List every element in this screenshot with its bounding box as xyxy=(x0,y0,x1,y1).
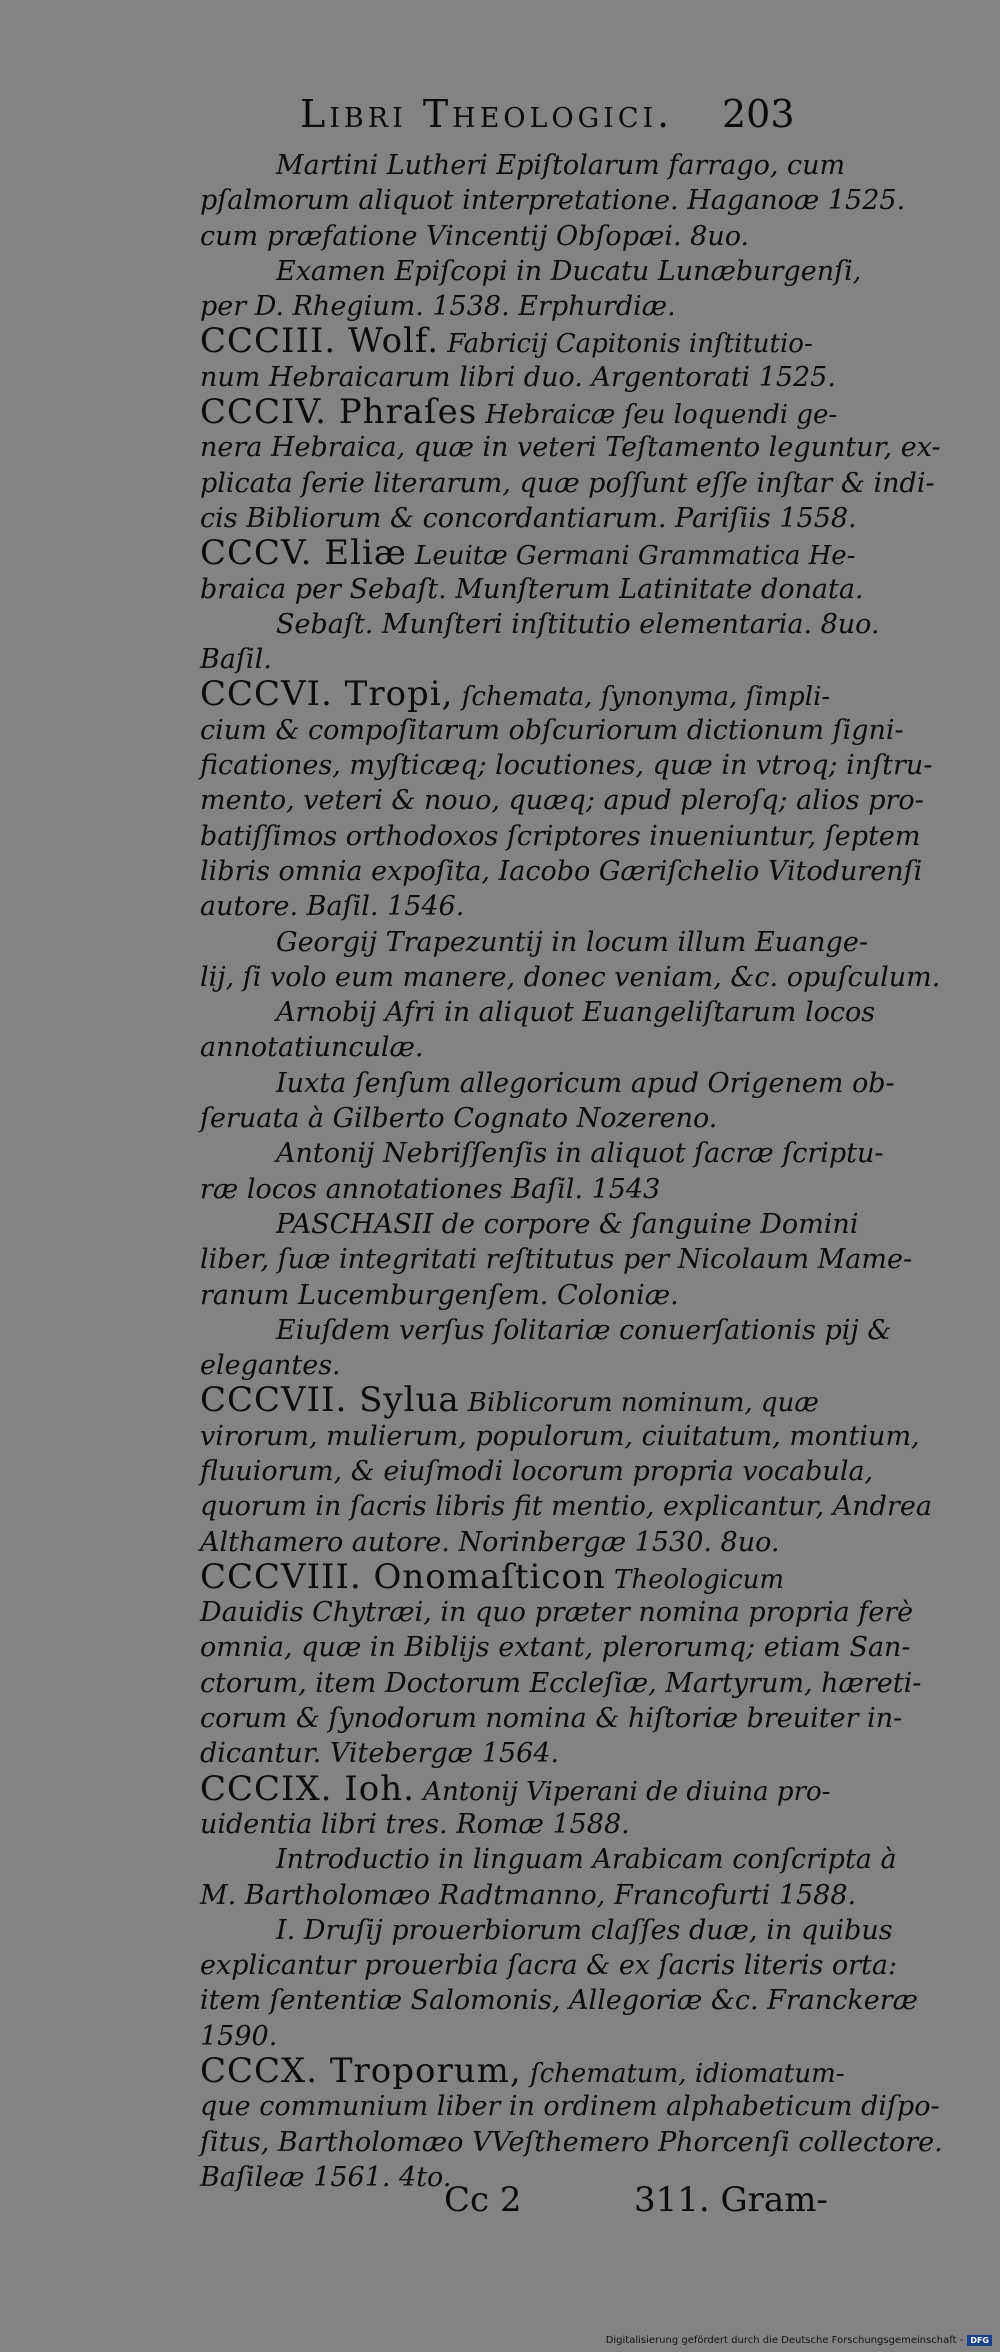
text-line: elegantes. xyxy=(200,1350,341,1382)
entry-first-line: PASCHASII de corpore & ſanguine Domini xyxy=(276,1208,859,1240)
entry-first-line: Examen Epiſcopi in Ducatu Lunæburgenſi, xyxy=(276,255,862,287)
entry-number: CCCV. Eliæ xyxy=(200,533,407,574)
text-line: M. Bartholomæo Radtmanno, Francofurti 1588. xyxy=(200,1879,857,1911)
catchword: 311. Gram- xyxy=(634,2180,828,2220)
signature-mark: Cc 2 xyxy=(444,2180,522,2220)
entry-title-text: Biblicorum nominum, quæ xyxy=(459,1388,819,1419)
entry-first-line: Antonij Nebriſſenſis in aliquot ſacræ ſcriptu- xyxy=(276,1138,884,1170)
entry-heading-line xyxy=(200,2051,845,2092)
text-line: dicantur. Vitebergæ 1564. xyxy=(200,1738,560,1770)
entry-title-text: Theologicum xyxy=(605,1564,785,1595)
text-line: autore. Baſil. 1546. xyxy=(200,891,465,923)
entry-title-text: ſchematum, idiomatum- xyxy=(521,2059,845,2090)
page-header xyxy=(0,92,1000,152)
entry-number: CCCIV. Phraſes xyxy=(200,392,478,433)
digitization-text: Digitalisierung gefördert durch die Deutsche Forschungsgemeinschaft - xyxy=(605,2335,964,2346)
text-line: cium & compoſitarum obſcuriorum dictionum ſigni- xyxy=(200,714,904,746)
entry-first-line: Martini Lutheri Epiſtolarum farrago, cum xyxy=(276,150,846,181)
entry-heading-line xyxy=(200,1380,819,1421)
running-head: Libri Theologici. xyxy=(300,92,674,136)
text-line: Althamero autore. Norinbergæ 1530. 8uo. xyxy=(200,1526,780,1558)
text-line: cis Bibliorum & concordantiarum. Pariſiis 1558. xyxy=(200,502,857,534)
text-line: ficationes, myſticæq; locutiones, quæ in vtroq; inſtru- xyxy=(200,750,933,782)
text-line: virorum, mulierum, populorum, ciuitatum, montium, xyxy=(200,1420,920,1452)
entry-number: CCCVII. Sylua xyxy=(200,1380,460,1421)
text-line: ſitus, Bartholomæo VVeſthemero Phorcenſi collectore. xyxy=(200,2126,943,2158)
entry-title-text: ſchemata, ſynonyma, ſimpli- xyxy=(453,682,831,713)
entry-heading-line xyxy=(200,1768,831,1809)
text-line: ræ locos annotationes Baſil. 1543 xyxy=(200,1173,661,1205)
text-line: pſalmorum aliquot interpretatione. Haganoæ 1525. xyxy=(200,185,906,217)
entry-title-text: Antonij Viperani de diuina pro- xyxy=(414,1776,831,1807)
text-line: corum & ſynodorum nomina & hiſtoriæ breuiter in- xyxy=(200,1703,903,1735)
text-line: omnia, quæ in Biblijs extant, plerorumq; etiam San- xyxy=(200,1632,911,1664)
entry-first-line: Georgij Trapezuntij in locum illum Euange- xyxy=(276,926,868,958)
page-footer xyxy=(0,2180,1000,2240)
text-line: explicantur prouerbia ſacra & ex ſacris literis orta: xyxy=(200,1950,898,1982)
dfg-logo: DFG xyxy=(967,2335,992,2346)
entry-first-line: Introductio in linguam Arabicam conſcripta à xyxy=(276,1844,897,1876)
text-line: libris omnia expoſita, Iacobo Gæriſchelio Vitodurenſi xyxy=(200,855,923,887)
text-line: ctorum, item Doctorum Eccleſiæ, Martyrum, hæreti- xyxy=(200,1667,922,1699)
text-line: que communium liber in ordinem alphabeticum diſpo- xyxy=(200,2091,940,2123)
text-line: mento, veteri & nouo, quæq; apud pleroſq; alios pro- xyxy=(200,785,924,817)
entry-first-line: Sebaſt. Munſteri inſtitutio elementaria. 8uo. xyxy=(276,608,880,640)
entry-number: CCCX. Troporum, xyxy=(200,2051,522,2092)
entry-number: CCCVI. Tropi, xyxy=(200,674,454,715)
text-line: per D. Rhegium. 1538. Erphurdiæ. xyxy=(200,291,676,323)
text-line: batiſſimos orthodoxos ſcriptores inueniuntur, ſeptem xyxy=(200,820,921,852)
text-line: uidentia libri tres. Romæ 1588. xyxy=(200,1808,630,1840)
text-line: ſeruata à Gilberto Cognato Nozereno. xyxy=(200,1103,718,1135)
entry-title-text: Fabricij Capitonis inſtitutio- xyxy=(439,329,813,360)
entry-heading-line xyxy=(200,321,813,362)
text-line: quorum in ſacris libris fit mentio, explicantur, Andrea xyxy=(200,1491,932,1523)
text-line: Dauidis Chytræi, in quo præter nomina propria ferè xyxy=(200,1597,914,1629)
text-line: Baſileæ 1561. 4to. xyxy=(200,2161,452,2193)
entry-first-line: Eiuſdem verſus ſolitariæ conuerſationis pij & xyxy=(276,1314,892,1346)
entry-heading-line xyxy=(200,392,838,433)
digitization-notice xyxy=(606,2335,992,2346)
entry-heading-line xyxy=(200,674,831,715)
entry-first-line: Arnobij Afri in aliquot Euangeliſtarum locos xyxy=(276,997,876,1029)
text-line: braica per Sebaſt. Munſterum Latinitate donata. xyxy=(200,573,864,605)
entry-number: CCCIII. Wolf. xyxy=(200,321,440,362)
entry-first-line: I. Druſij prouerbiorum claſſes duæ, in quibus xyxy=(276,1914,893,1946)
entry-number: CCCIX. Ioh. xyxy=(200,1768,415,1809)
text-line: plicata ſerie literarum, quæ poſſunt eſſe inſtar & indi- xyxy=(200,467,935,499)
text-line: lij, ſi volo eum manere, donec veniam, &c. opuſculum. xyxy=(200,961,941,993)
entry-heading-line xyxy=(200,1556,800,1597)
entry-title-text: Hebraicæ ſeu loquendi ge- xyxy=(477,400,838,431)
text-line: 1590. xyxy=(200,2020,278,2052)
text-line: annotatiunculæ. xyxy=(200,1032,424,1064)
text-line: Baſil. xyxy=(200,644,272,676)
text-line: ranum Lucemburgenſem. Coloniæ. xyxy=(200,1279,679,1311)
entry-heading-line xyxy=(200,533,856,574)
catalog-text-block xyxy=(200,148,943,2195)
text-line: num Hebraicarum libri duo. Argentorati 1525. xyxy=(200,361,836,393)
page-number: 203 xyxy=(722,92,795,136)
text-line: item ſententiæ Salomonis, Allegoriæ &c. Franckeræ xyxy=(200,1985,919,2017)
entry-number: CCCVIII. Onomaſticon xyxy=(200,1556,606,1597)
text-line: cum præfatione Vincentij Obſopæi. 8uo. xyxy=(200,220,750,252)
entry-title-text: Leuitæ Germani Grammatica He- xyxy=(406,541,856,572)
text-line: fluuiorum, & eiuſmodi locorum propria vocabula, xyxy=(200,1455,874,1487)
text-line: liber, ſuæ integritati reſtitutus per Nicolaum Mame- xyxy=(200,1244,913,1276)
entry-first-line: Iuxta ſenſum allegoricum apud Origenem ob- xyxy=(276,1067,895,1099)
text-line: nera Hebraica, quæ in veteri Teſtamento leguntur, ex- xyxy=(200,432,941,464)
